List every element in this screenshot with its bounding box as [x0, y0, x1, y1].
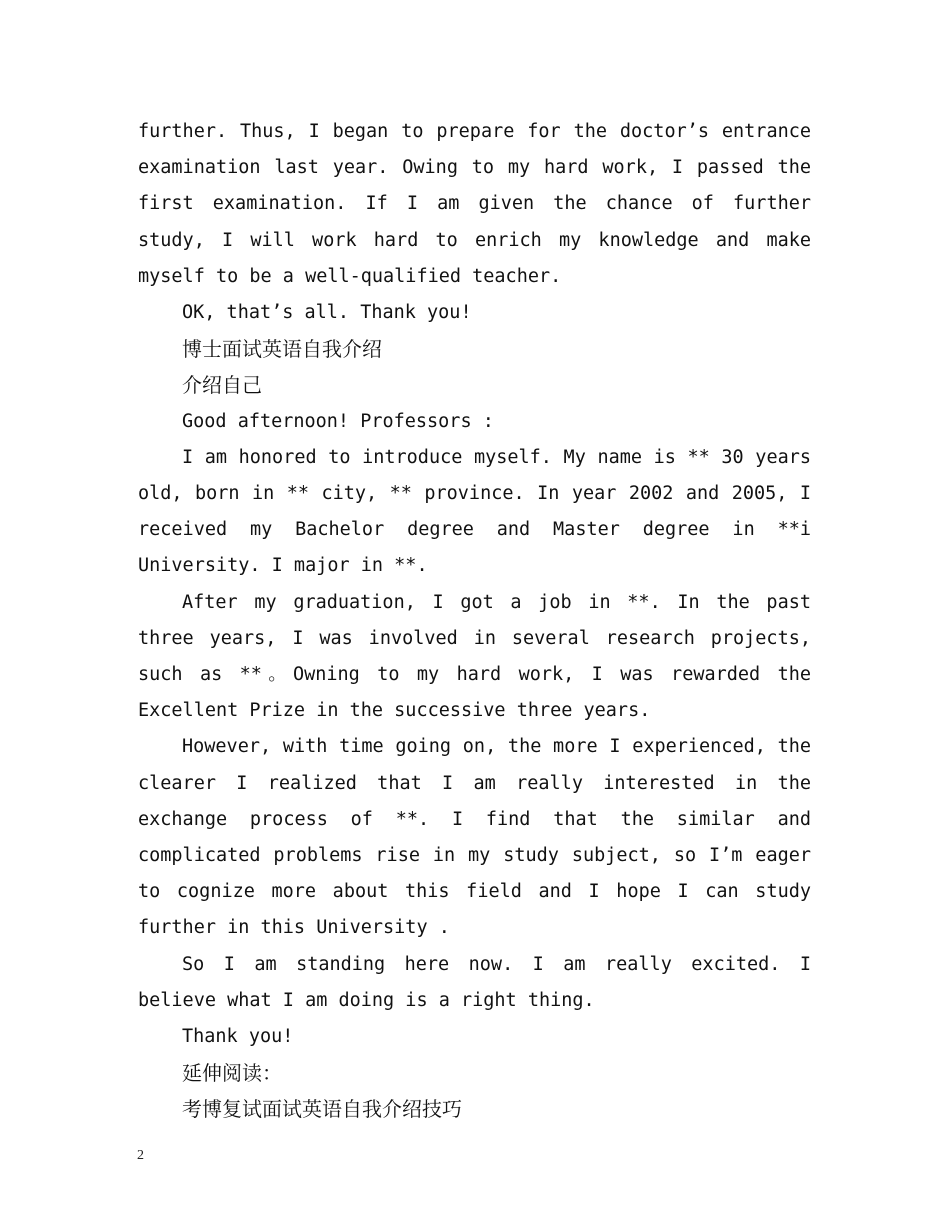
page-number: 2 — [137, 1148, 144, 1163]
further-reading-label: 延伸阅读： — [182, 1061, 282, 1086]
paragraph-greeting: Good afternoon! Professors : — [182, 410, 494, 432]
paragraph-thanks: Thank you! — [182, 1026, 294, 1048]
paragraph-interest: However, with time going on, the more I experienced, the clearer I realized that I am really interested in the exchange process of **. I find that the similar and complicated problems rise in my study subject, so I’m eager to cognize more about this field and I hope I can study further in this University . — [138, 736, 811, 939]
subsection-heading: 介绍自己 — [182, 373, 262, 398]
paragraph-experience: After my graduation, I got a job in **. In the past three years, I was involved in several research projects, such as **。Owning to my hard work, I was rewarded the Excellent Prize in the successive three years. — [138, 591, 811, 722]
section-heading: 博士面试英语自我介绍 — [182, 337, 382, 362]
paragraph-intro: I am honored to introduce myself. My name is ** 30 years old, born in ** city, ** province. In year 2002 and 2005, I received my Bachelor degree and Master degree in **i University. I major in **. — [138, 446, 811, 577]
paragraph-conclusion: So I am standing here now. I am really excited. I believe what I am doing is a right thing. — [138, 953, 811, 1011]
paragraph-closing: OK, that’s all. Thank you! — [182, 302, 472, 324]
document-body — [138, 114, 811, 1128]
paragraph-continuation: further. Thus, I began to prepare for the doctor’s entrance examination last year. Owing to my hard work, I passed the first examination. If I am given the chance of further study, I will work hard to enrich my knowledge and make myself to be a well-qualified teacher. — [138, 121, 811, 287]
further-reading-title: 考博复试面试英语自我介绍技巧 — [182, 1097, 462, 1122]
